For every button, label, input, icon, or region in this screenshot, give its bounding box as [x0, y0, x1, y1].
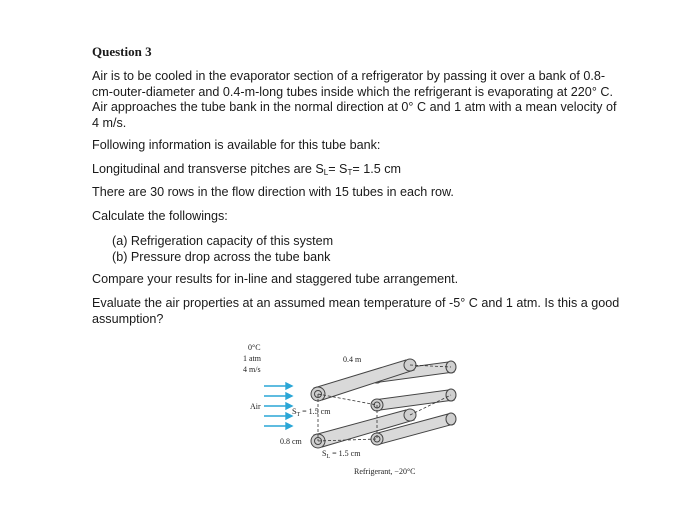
pitch-suffix: = 1.5 cm [352, 162, 401, 176]
fig-st-label: $S_T = 1.5$ cm [292, 407, 331, 418]
fig-refrigerant-label: Refrigerant, −20°C [354, 467, 416, 476]
fig-temp-label: 0°C [248, 343, 261, 352]
pitch-mid: = S [328, 162, 348, 176]
fig-length-label: 0.4 m [343, 355, 362, 364]
fig-velocity-label: 4 m/s [243, 365, 261, 374]
pitch-sub-t: T [347, 168, 353, 177]
pitch-statement [92, 162, 622, 181]
problem-intro: Air is to be cooled in the evaporator section of a refrigerator by passing it over a bank of 0.8-cm-outer-diameter and 0.4-m-long tubes inside which the refrigerant is evaporating at 220° C. Air approaches the tube bank in the normal direction at 0° C and 1 atm with a mean velocity of 4 m/s. [92, 69, 617, 130]
fig-pressure-label: 1 atm [243, 354, 261, 363]
tube-back-bottom [371, 389, 456, 411]
rows-statement: There are 30 rows in the flow direction with 15 tubes in each row. [92, 185, 454, 199]
pitch-sub-l: L [323, 168, 329, 177]
fig-air-label: Air [250, 402, 261, 411]
task-list [112, 234, 642, 265]
evaluate-statement: Evaluate the air properties at an assumed mean temperature of -5° C and 1 atm. Is this a good assumption? [92, 296, 620, 326]
calculate-heading: Calculate the followings: [92, 209, 228, 223]
tube-front-top [311, 359, 416, 401]
pitch-prefix: Longitudinal and transverse pitches are S [92, 162, 324, 176]
task-item-a: (a) Refrigeration capacity of this system [112, 234, 334, 248]
fig-diameter-label: 0.8 cm [280, 437, 302, 446]
task-item-b: (b) Pressure drop across the tube bank [112, 249, 331, 264]
info-heading: Following information is available for this tube bank: [92, 138, 381, 152]
question-title: Question 3 [92, 44, 152, 59]
fig-sl-label: $S_L = 1.5$ cm [322, 449, 361, 460]
tube-bank-figure [230, 338, 470, 488]
air-flow-arrows [264, 383, 292, 429]
compare-statement: Compare your results for in-line and staggered tube arrangement. [92, 272, 459, 286]
